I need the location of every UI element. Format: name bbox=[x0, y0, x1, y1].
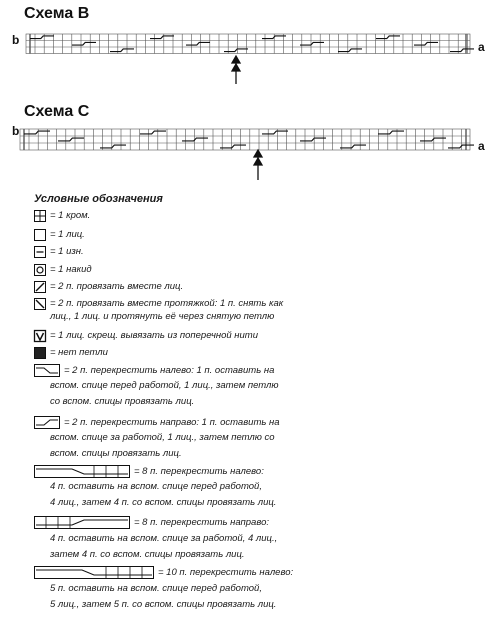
schema-b-label-b: b bbox=[12, 33, 20, 47]
legend-text-cl2-2: вспом. спице перед работой, 1 лиц., затем петлю bbox=[50, 380, 279, 391]
legend-title: Условные обозначения bbox=[34, 193, 163, 205]
legend-text-k2tog: = 2 п. провязать вместе лиц. bbox=[50, 281, 184, 292]
legend-text-m1: = 1 лиц. скрещ. вывязать из поперечной нити bbox=[50, 330, 258, 341]
legend-text-edge: = 1 кром. bbox=[50, 210, 91, 221]
m1-icon bbox=[34, 330, 46, 342]
legend-text-cl2-1: = 2 п. перекрестить налево: 1 п. оставить на bbox=[64, 365, 275, 376]
legend-text-cr2-2: вспом. спице за работой, 1 лиц., затем петлю со bbox=[50, 432, 275, 443]
legend-text-knit: = 1 лиц. bbox=[50, 229, 85, 240]
legend-text-yo: = 1 накид bbox=[50, 264, 92, 275]
legend-text-cl8-2: 4 п. оставить на вспом. спице перед работой, bbox=[50, 481, 262, 492]
schema-b-label-a: a bbox=[478, 40, 485, 54]
legend-text-cl8-1: = 8 п. перекрестить налево: bbox=[134, 466, 264, 477]
schema-c-cable-3 bbox=[140, 131, 166, 134]
schema-c-cable-1 bbox=[58, 138, 84, 141]
k2tog-icon bbox=[34, 281, 46, 293]
schema-c-cable-5 bbox=[220, 145, 246, 148]
schema-c-cable-9 bbox=[378, 131, 404, 134]
schema-c-title: Схема C bbox=[24, 103, 90, 120]
legend-text-cr2-3: вспом. спицы провязать лиц. bbox=[50, 448, 182, 459]
legend-text-purl: = 1 изн. bbox=[50, 246, 84, 257]
schema-c-cable-7 bbox=[300, 138, 326, 141]
legend-text-cr8-3: затем 4 п. со вспом. спицы провязать лиц. bbox=[50, 549, 245, 560]
schema-c-cable-2 bbox=[100, 145, 126, 148]
edge-stitch-icon bbox=[34, 210, 46, 222]
legend-text-cl2-3: со вспом. спицы провязать лиц. bbox=[50, 396, 195, 407]
legend-text-cr2-1: = 2 п. перекрестить направо: 1 п. оставить на bbox=[64, 417, 280, 428]
cross-left-2-icon bbox=[34, 364, 60, 377]
schema-c-cable-0 bbox=[24, 131, 50, 134]
schema-c-label-b: b bbox=[12, 124, 20, 138]
schema-c-frame bbox=[20, 129, 470, 150]
purl-icon bbox=[34, 246, 46, 258]
schema-c-label-a: a bbox=[478, 139, 485, 153]
legend-text-cr8-1: = 8 п. перекрестить направо: bbox=[134, 517, 270, 528]
schema-c-arrow bbox=[254, 150, 262, 180]
schema-c-cable-6 bbox=[262, 131, 288, 134]
cross-left-10-icon bbox=[34, 566, 154, 579]
yarn-over-icon bbox=[34, 264, 46, 276]
legend-text-cl8-3: 4 лиц., затем 4 п. со вспом. спицы провязать лиц. bbox=[50, 497, 277, 508]
legend-text-cr8-2: 4 п. оставить на вспом. спице за работой, 4 лиц., bbox=[50, 533, 278, 544]
legend-text-ssk-2: лиц., 1 лиц. и протянуть её через снятую петлю bbox=[50, 311, 275, 322]
schema-c-chart bbox=[0, 0, 500, 200]
cross-right-2-icon bbox=[34, 416, 60, 429]
cross-left-8-icon bbox=[34, 465, 130, 478]
schema-c-cable-8 bbox=[340, 145, 366, 148]
legend-text-cl10-3: 5 лиц., затем 5 п. со вспом. спицы провязать лиц. bbox=[50, 599, 277, 610]
schema-b-title: Схема B bbox=[24, 5, 90, 22]
legend-text-ssk-1: = 2 п. провязать вместе протяжкой: 1 п. снять как bbox=[50, 298, 284, 309]
legend-text-cl10-1: = 10 п. перекрестить налево: bbox=[158, 567, 294, 578]
knit-icon bbox=[34, 229, 46, 241]
legend-text-no-stitch: = нет петли bbox=[50, 347, 108, 358]
legend-text-cl10-2: 5 п. оставить на вспом. спице перед работой, bbox=[50, 583, 262, 594]
no-stitch-icon bbox=[34, 347, 46, 359]
schema-c-cable-10 bbox=[420, 138, 446, 141]
cross-right-8-icon bbox=[34, 516, 130, 529]
ssk-icon bbox=[34, 298, 46, 310]
